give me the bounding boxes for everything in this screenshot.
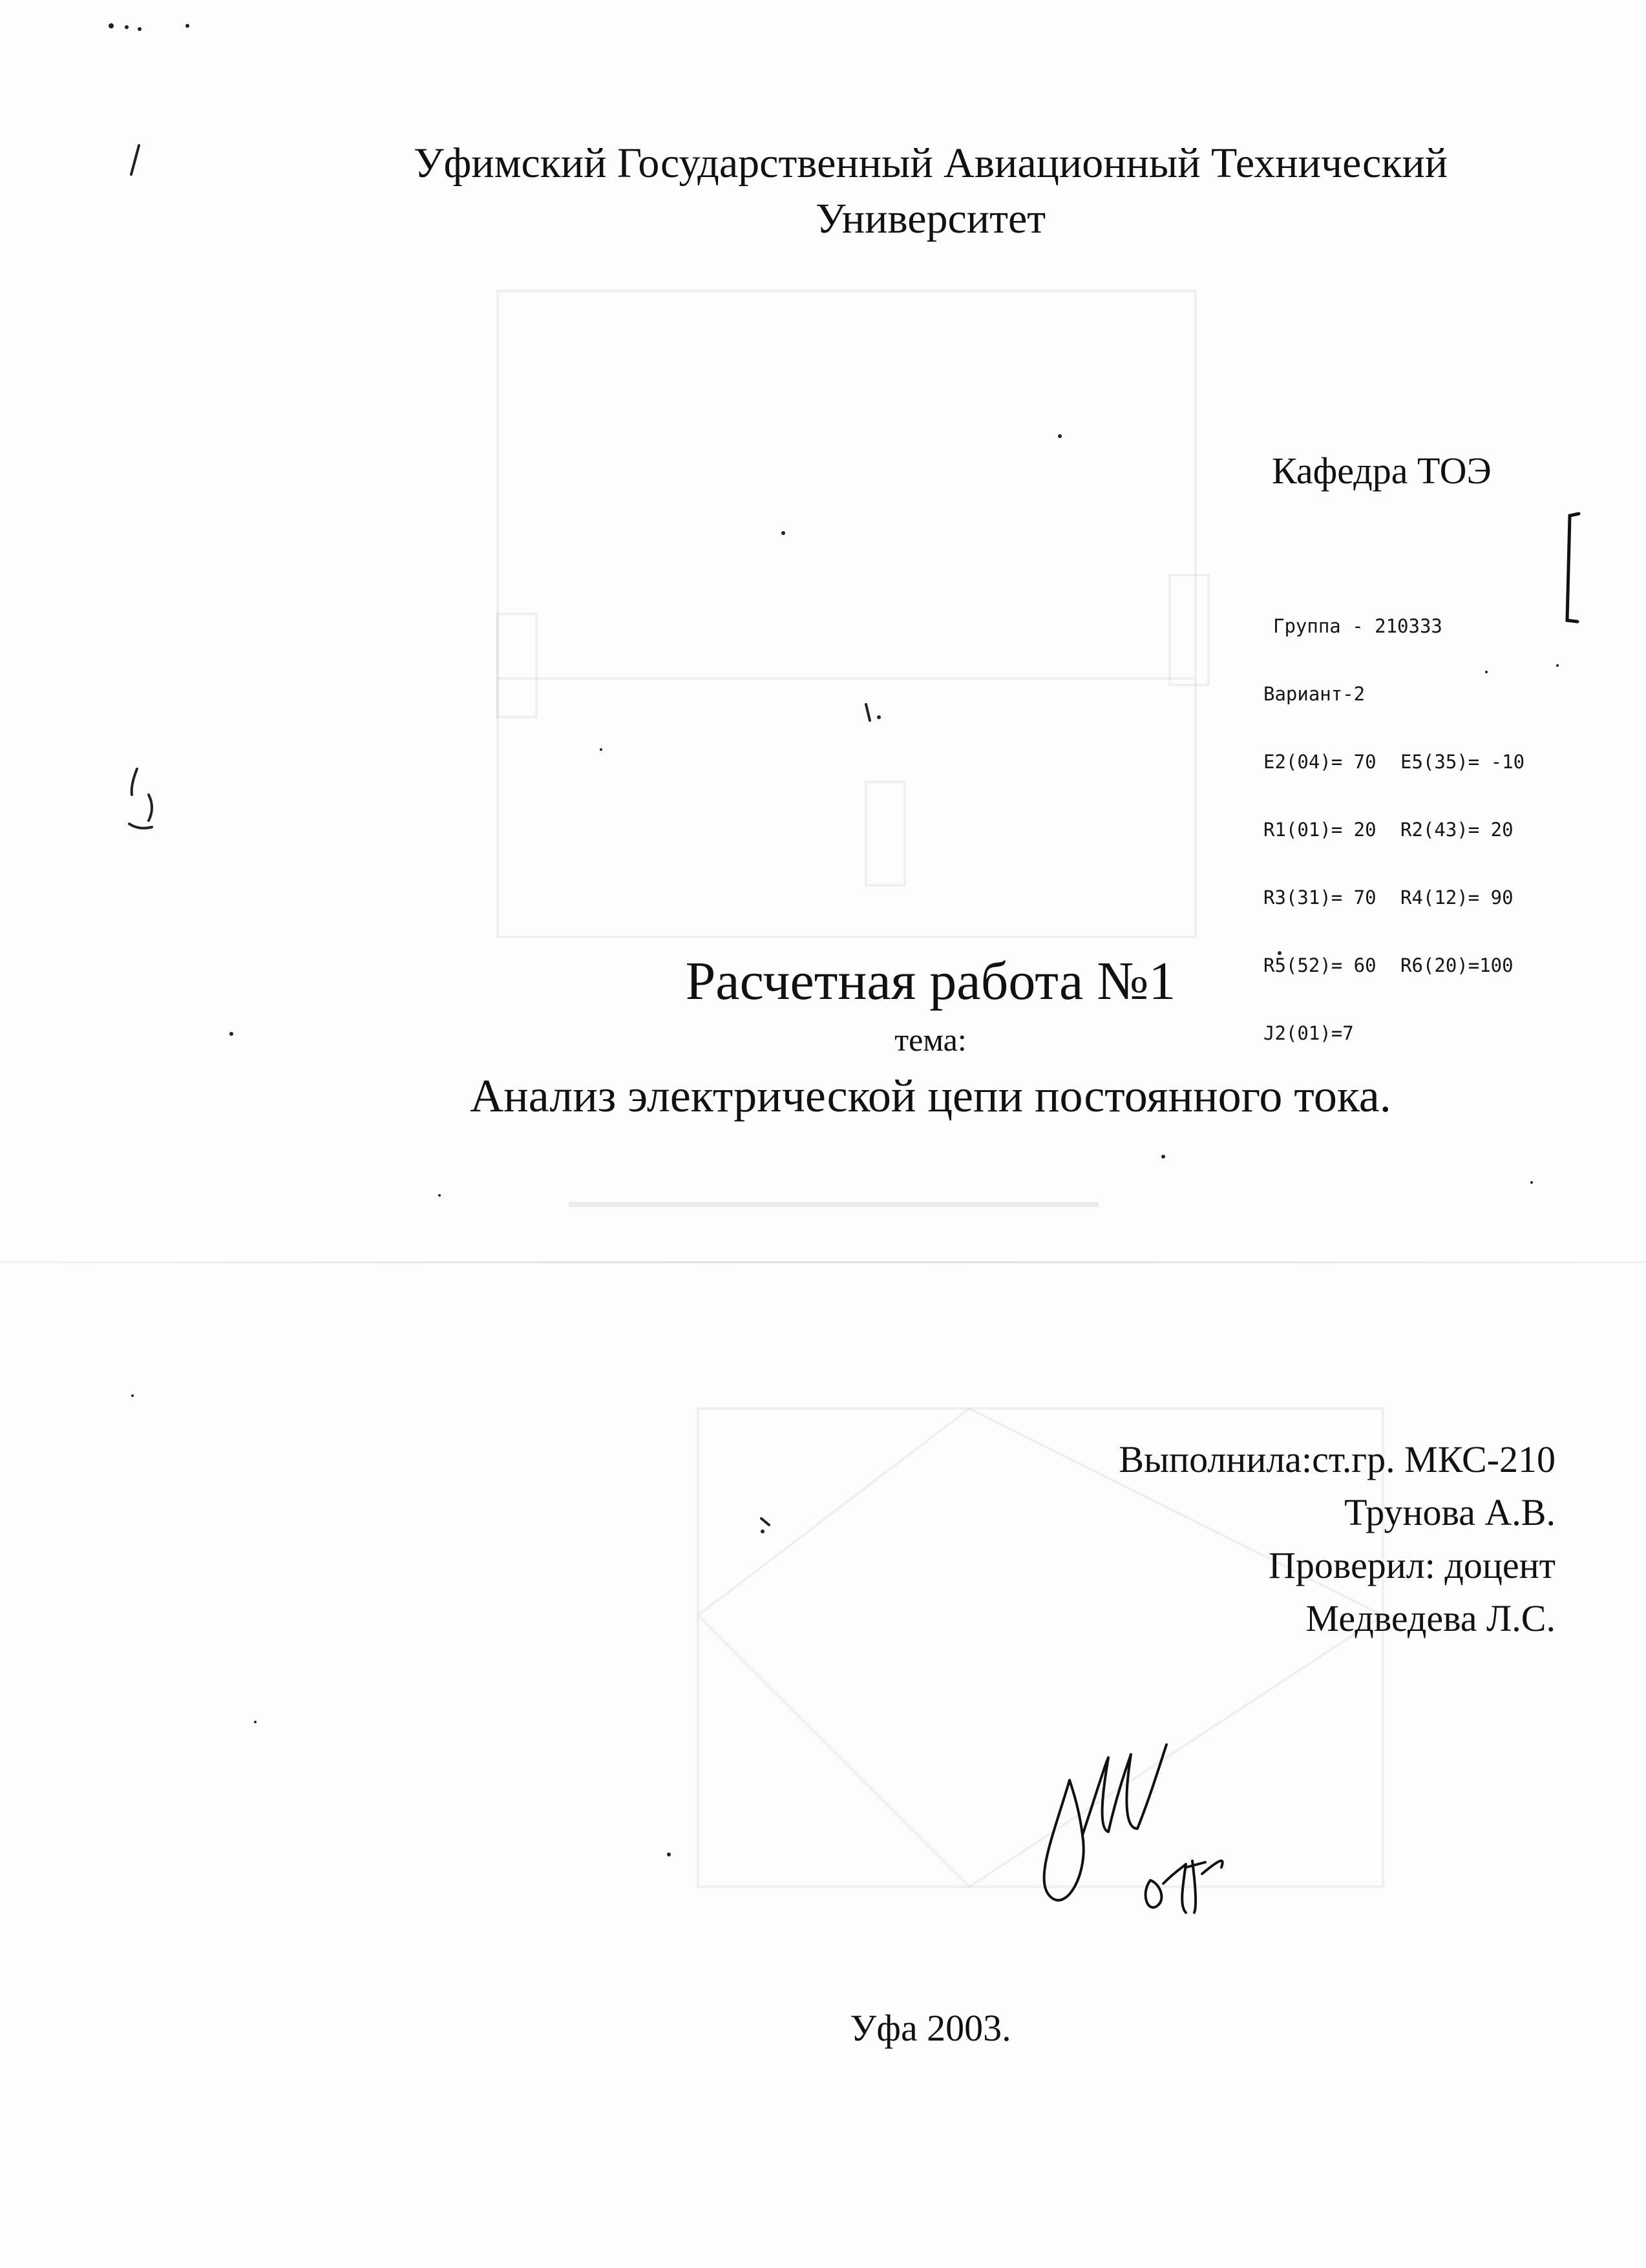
teacher-name: Медведева Л.С. xyxy=(1305,1597,1556,1639)
param-value: E5(35)= -10 xyxy=(1400,751,1525,773)
params-group: Группа - 210333 xyxy=(1273,615,1442,637)
work-topic: Анализ электрической цепи постоянного тока. xyxy=(470,1070,1391,1122)
params-variant: Вариант-2 xyxy=(1263,683,1366,705)
page-fold-line xyxy=(0,1261,1646,1263)
student-name: Трунова А.В. xyxy=(1344,1491,1556,1533)
performed-by: Выполнила:ст.гр. МКС-210 xyxy=(1119,1438,1556,1480)
work-title: Расчетная работа №1 xyxy=(685,951,1176,1011)
param-value: R1(01)= 20 xyxy=(1263,819,1377,841)
param-value: E2(04)= 70 xyxy=(1263,751,1377,773)
university-name-line2: Университет xyxy=(815,195,1046,242)
department-name: Кафедра ТОЭ xyxy=(1272,450,1492,492)
param-value: R5(52)= 60 xyxy=(1263,954,1377,976)
checked-by: Проверил: доцент xyxy=(1269,1544,1556,1586)
params-row xyxy=(1263,887,1525,909)
topic-label: тема: xyxy=(894,1022,967,1058)
param-value: R6(20)=100 xyxy=(1400,954,1514,976)
param-value: R2(43)= 20 xyxy=(1400,819,1514,841)
city-year: Уфа 2003. xyxy=(850,2007,1011,2049)
handwritten-signature-grade xyxy=(1028,1719,1299,1951)
param-value: R4(12)= 90 xyxy=(1400,887,1514,908)
params-row xyxy=(1263,751,1525,773)
university-name xyxy=(194,136,1646,247)
param-value: R3(31)= 70 xyxy=(1263,887,1377,908)
params-row xyxy=(1263,819,1525,841)
credits-block xyxy=(1119,1433,1556,1645)
param-value: J2(01)=7 xyxy=(1263,1022,1354,1044)
university-name-line1: Уфимский Государственный Авиационный Технический xyxy=(413,140,1448,187)
bracket-mark xyxy=(1561,510,1587,627)
